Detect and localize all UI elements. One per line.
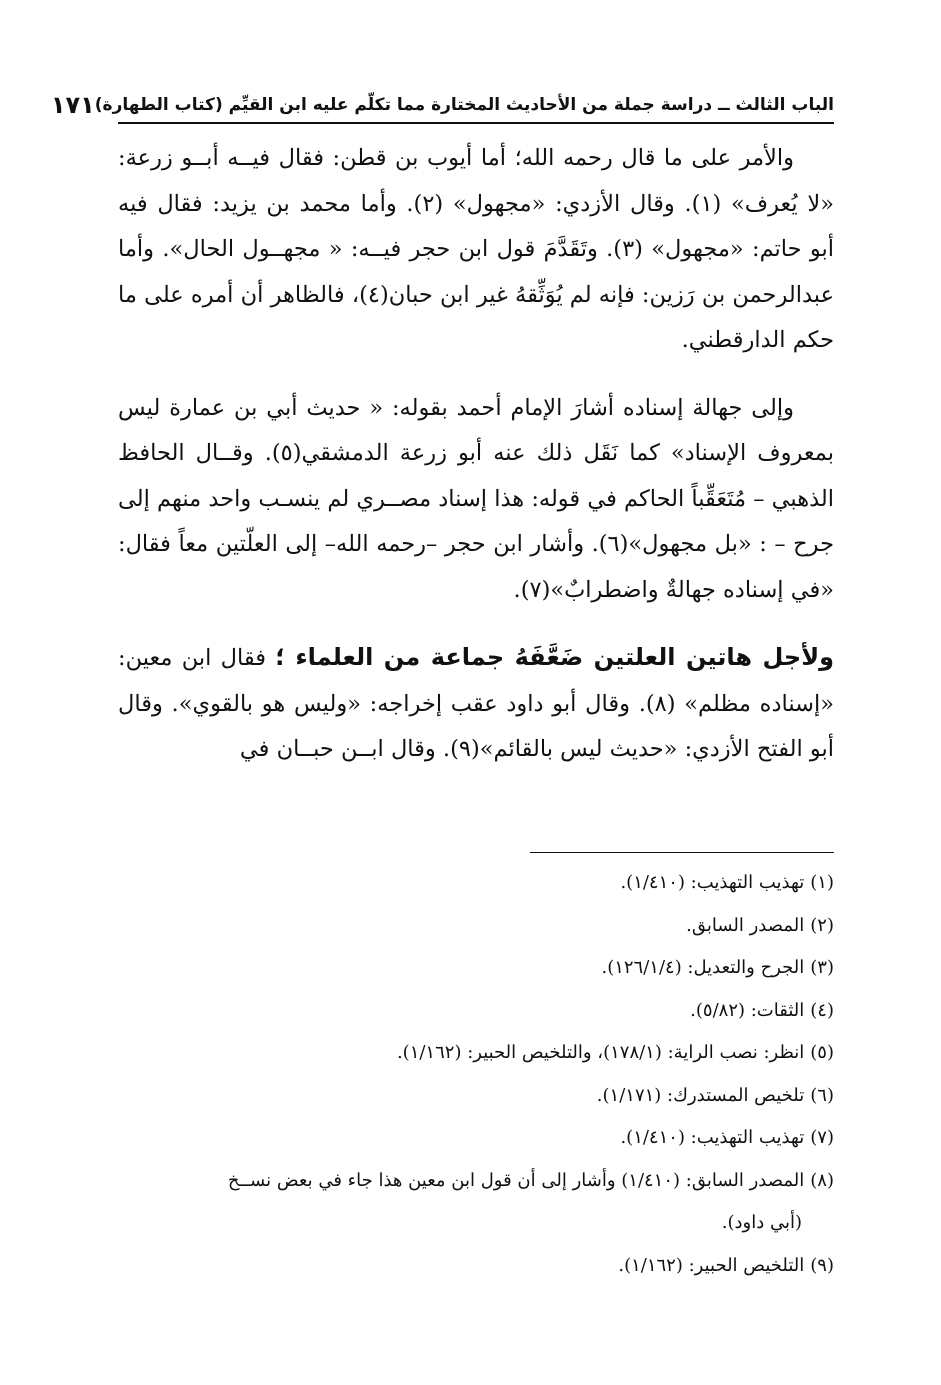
footnote-number: (٨) <box>810 1169 834 1191</box>
footnote-text: تهذيب التهذيب: (١/٤١٠). <box>620 872 805 893</box>
footnote-separator <box>530 852 834 853</box>
paragraph-1: والأمر على ما قال رحمه الله؛ أما أيوب بن قطن: فقال فيــه أبــو زرعة: «لا يُعرف» (١). وقال الأزدي: «مجهول» (٢). وأما محمد بن يزيد: فقال فيه أبو حاتم: «مجهول» (٣). وتَقَدَّمَ قول ابن حجر فيــه: « مجهــول الحال». وأما عبدالرحمن بن رَزين: فإنه لم يُوَثِّقهُ غير ابن حبان(٤)، فالظاهر أن أمره على ما حكم الدارقطني. <box>118 145 835 353</box>
header-title: الباب الثالث ــ دراسة جملة من الأحاديث المختارة مما تكلّم عليه ابن القيِّم (كتاب الطهارة) <box>94 95 834 115</box>
page-number: ١٧١ <box>50 91 95 119</box>
footnote-5 <box>118 1032 834 1075</box>
footnote-number: (٢) <box>810 914 834 936</box>
footnote-text: التلخيص الحبير: (١/١٦٢). <box>618 1254 805 1276</box>
footnote-number: (١) <box>810 872 834 893</box>
footnote-number: (٤) <box>810 999 834 1021</box>
footnote-1 <box>118 862 834 905</box>
footnotes <box>118 862 834 1287</box>
main-text <box>118 136 834 773</box>
footnote-3 <box>118 947 834 990</box>
paragraph-3-text: فقال ابن معين: «إسناده مظلم» (٨). وقال أبو داود عقب إخراجه: «وليس هو بالقوي». وقال أبو الفتح الأزدي: «حديث ليس بالقائم»(٩). وقال ابــن حبــان في <box>118 645 835 762</box>
footnote-text: الجرح والتعديل: (١٢٦/١/٤). <box>601 957 805 978</box>
footnote-text: تهذيب التهذيب: (١/٤١٠). <box>620 1127 805 1148</box>
footnote-6 <box>118 1075 834 1118</box>
footnote-8 <box>118 1160 834 1203</box>
paragraph-2: وإلى جهالة إسناده أشارَ الإمام أحمد بقوله: « حديث أبي بن عمارة ليس بمعروف الإسناد» كما نَقَل ذلك عنه أبو زرعة الدمشقي(٥). وقــال الحافظ الذهبي – مُتَعَقِّباً الحاكم في قوله: هذا إسناد مصــري لم ينسـب واحد منهم إلى جرح – : «بل مجهول»(٦). وأشار ابن حجر –رحمه الله– إلى العلّتين معاً فقال: «في إسناده جهالةٌ واضطرابٌ»(٧). <box>118 394 834 603</box>
footnote-number: (٩) <box>810 1254 834 1276</box>
footnote-7 <box>118 1117 834 1160</box>
footnote-text: تلخيص المستدرك: (١/١٧١). <box>596 1084 805 1106</box>
footnote-number: (٧) <box>810 1127 834 1148</box>
footnote-2 <box>118 905 834 948</box>
footnote-text: انظر: نصب الراية: (١٧٨/١)، والتلخيص الحبير: (١/١٦٢). <box>396 1042 805 1063</box>
footnote-9 <box>118 1245 834 1288</box>
footnote-text: المصدر السابق. <box>686 914 805 936</box>
paragraph-3 <box>118 635 834 773</box>
footnote-number: (٦) <box>810 1084 834 1106</box>
footnote-number: (٥) <box>810 1042 834 1063</box>
paragraph-3-bold-lead: ولأجل هاتين العلتين ضَعَّفَهُ جماعة من العلماء ؛ <box>275 643 834 671</box>
footnote-text: الثقات: (٥/٨٢). <box>690 999 805 1021</box>
footnote-8-continuation: (أبي داود). <box>721 1212 802 1233</box>
footnote-4 <box>118 990 834 1033</box>
footnote-number: (٣) <box>810 957 834 978</box>
running-header <box>50 88 834 124</box>
footnote-text: المصدر السابق: (١/٤١٠) وأشار إلى أن قول ابن معين هذا جاء في بعض نســخ <box>227 1169 805 1191</box>
